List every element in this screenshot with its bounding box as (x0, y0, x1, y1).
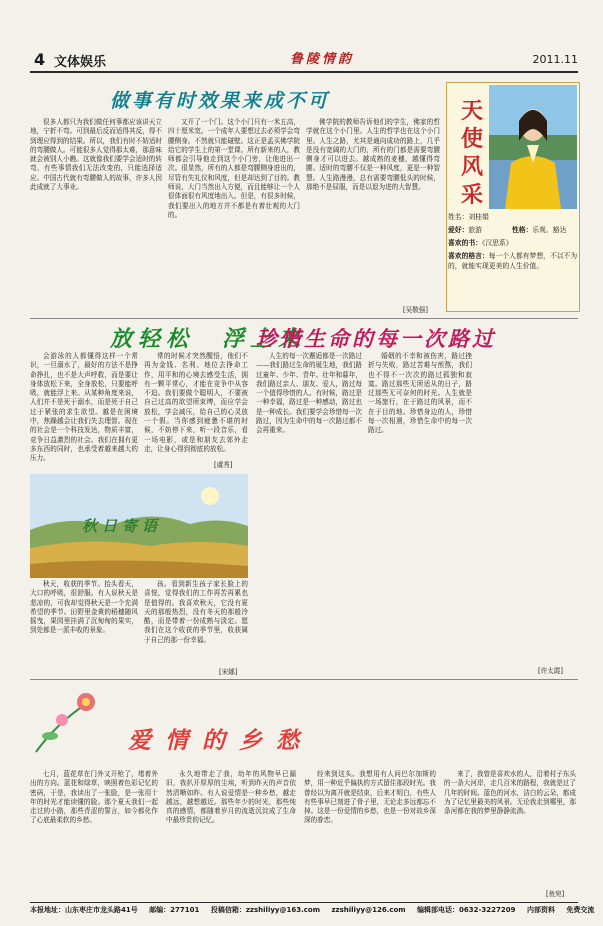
footer-rule (30, 902, 578, 903)
profile-name: 姓名：刘桂娟 (448, 213, 489, 221)
article5-col4: 来了，我曾是喜欢水的人，沿着村子东头的一条大河岸，走几百米的路程，我就是过了几年的时间。蓝色的河水，洁白的云朵，都成为了记忆里最美的风景。无论我走到哪里，那条河都在我的梦里静静流淌。 (444, 770, 576, 816)
section-divider (30, 318, 578, 319)
footer-note-1: 内部资料 (526, 906, 555, 914)
article3-col2: 婚姻的不幸和被伤害，路过挫折与失败，路过苦难与煎熬，我们也不得不一次次的路过孤独和寂寞。路过那些无所适从的日子，路过那些无可奈何的时光。人生就是一场旅行，在于路过的风景，而不在于目的地。珍惜身边的人，珍惜每一次相遇，珍惜生命中的每一次路过。 (368, 352, 472, 435)
profile-book: 《汉思系》 (481, 239, 513, 247)
article4-col1: 秋天，收获的季节。抬头看天，大口的呼吸，很舒服。有人说秋天是悲凉的，可我却觉得秋天是一个充满希望的季节。田野里金黄的稻穗随风摇曳，果园里挂满了沉甸甸的果实，到处都是一派丰收的景象。 (30, 580, 138, 635)
header-rule (30, 71, 578, 73)
flower-decoration (26, 684, 110, 754)
footer-note-2: 免费交流 (566, 906, 595, 914)
article5-col3: 经来到这头。我想用有人问巴尔加斯的梦，用一种近乎偏执的方式留住那段时光。我曾经以为离开就是结束，后来才明白，有些人有些事早已刻进了骨子里，无论走多远都忘不掉。这是一份爱情的乡愁，也是一份对故乡深深的眷恋。 (304, 770, 436, 825)
footer-email-2: zzshiliyy@126.com (331, 906, 406, 914)
article5-title: 爱情的乡愁 (128, 727, 313, 754)
profile-hobby-row (448, 225, 482, 235)
profile-personality-label: 性格： (512, 226, 533, 234)
profile-hobby-label: 爱好： (448, 226, 469, 234)
article1-col1: 很多人都只为我们做任何事都应该讲天立地，宁折不弯。可到最后反而适得其反，得不到理应得到的结果。所以，我们有时不妨适时的弯腰做人。可能很多人觉得那太难，那意味就会被别人小瞧。这就像我们要学会适时的转弯，有些事情我们无法改变的，只能选择适应。中国古代就有弯腰做人的故事，许多人因此成就了大事业。 (30, 118, 162, 192)
section-divider-2 (30, 679, 578, 680)
article3-col1: 人生的每一次邂逅都是一次路过——我们路过生命的诞生地，我们路过童年、少年、青年、壮年和暮年，我们路过亲人、朋友、爱人，路过每一个值得珍惜的人。有时候，路过是一种幸福，路过是一种感动，路过也是一种成长。我们要学会珍惜每一次路过，因为生命中的每一次路过都不会再重来。 (256, 352, 362, 435)
profile-personality-row (512, 225, 566, 235)
profile-personality: 乐观、豁达 (532, 226, 567, 234)
issue-date: 2011.11 (532, 53, 578, 66)
article5-col2: 永久地带走了我，幼年的风物早已漏旧，我扒开厚厚的尘埃，听到昨天的声音依然清晰如昨。有人说爱情是一种乡愁，越走越远，越想越近。那些年少的时光，那些纯真的感情，都随着岁月的流逝沉淀成了生命中最珍贵的记忆。 (166, 770, 296, 825)
article1-author: [吴敬强] (403, 306, 428, 314)
footer-address: 本报地址：山东枣庄市龙头路41号 (30, 906, 138, 914)
article5-col1: 七月，蓝花草在门外又开枪了，堵着外出的方向。蓝花和绿草，映照着色彩记忆的密码，于是，我读出了一张脸，是一张用十年的时光才能读懂的脸。那个夏天我们一起走过的小路，那些青涩的誓言，如今都化作了心底最柔软的乡愁。 (30, 770, 158, 825)
profile-book-label: 喜欢的书： (448, 239, 482, 247)
profile-hobby: 旅游 (468, 226, 482, 234)
article3-author: [许太霞] (538, 667, 563, 675)
footer-email-1: 投稿信箱：zzshiliyy@163.com (210, 906, 321, 914)
article2-col1: 会游泳的人都懂得这样一个常识，一旦溺水了，最好的方法不是挣命挣扎，也不是大声呼救，而是要让身体放松下来，全身放松，只要能呼吸，就能浮上来。从某种角度来说，人们并不是死于溺水，而是死于自己过于紧张的求生欲望。越是在困境中，焦躁越会让我们失去理智。现在的社会是一个科技发达，物质丰富，竞争日益激烈的社会。我们在拥有更多东西的同时，也承受着越来越大的压力。 (30, 352, 138, 463)
section-name: 文体娱乐 (54, 55, 107, 70)
profile-motto: 每一个人都有梦想，不以不为的，就能实现更美的人生价值。 (448, 252, 578, 270)
profile-motto-label: 喜欢的格言： (448, 252, 489, 260)
article1-col2: 又开了一个门。这个小门只有一米五高，四十厘米宽。一个成年人要想过去必须学会弯腰侧身。不然就只能碰壁。这正是孟买佛学院给它的学生上的第一堂课。所有新来的人，教师都会引导他走到这个小门旁，让他进出一次。很显然，所有的人都是弯腰侧身进出的，尽管有失礼仪和风度，但是却达到了目的。教师说，大门当然出入方便，而且能够让一个人很体面很有风度地出入。但是，有很多时候，我们要出入的地方并不都是有着壮观的大门的。 (168, 118, 300, 219)
article2-title: 放轻松 浮上来 (110, 326, 307, 352)
footer-phone: 编辑部电话：0632-3227209 (417, 906, 516, 914)
page-footer (30, 905, 595, 915)
profile-motto-row (448, 251, 578, 271)
article2-col2: 常的时候才突然醒悟，他们不再为金钱、名利、地位去挣命工作，用平和的心境去感受生活，拥有一颗平常心，才能在竞争中从容不迫。我们要做个聪明人，不要被自己过高的欲望所束缚，而应学会放松，学会减压，给自己的心灵放一个假。当你感到疲惫不堪的时候，不妨停下来，听一段音乐，看一场电影，或是和朋友去郊外走走，让身心得到彻底的放松。 (144, 352, 248, 453)
profile-photo (489, 85, 577, 209)
masthead: 鲁陵情韵 (290, 52, 355, 67)
profile-box (446, 82, 580, 312)
article5-author: [鱼宛] (546, 890, 565, 898)
article1-title: 做事有时效果来成不可 (110, 90, 331, 112)
article3-title: 珍惜生命的每一次路过 (256, 326, 496, 351)
profile-book-row (448, 238, 513, 248)
article4-col2: 孩。看到新生孩子家长脸上的喜悦，觉得我们的工作再苦再累也是值得的。我喜欢秋天，它没有夏天的那般热烈，没有冬天的那般冷酷，而是带着一份成熟与淡定。愿我们在这个收获的季节里，收获属于自己的那一份幸福。 (144, 580, 248, 644)
article4-author: [宋娜] (219, 668, 238, 676)
article2-author: [虞秀] (214, 461, 233, 469)
page-number: 4 (34, 50, 46, 69)
article4-title: 秋日寄语 (82, 517, 163, 535)
profile-vertical-title: 天使风采 (460, 98, 483, 208)
article1-col3: 佛学院的教师告诉他们的学生，佛家的哲学就在这个小门里。人生的哲学也在这个小门里。人生之路，尤其是通向成功的路上，几乎是没有宽阔的大门的，所有的门都是需要弯腰侧身才可以进去。越成熟的麦穗，越懂得弯腰。适时的弯腰不仅是一种风度，更是一种智慧。人生路漫漫，总有需要弯腰低头的时候，那绝不是屈服，而是以退为进的大智慧。 (306, 118, 440, 192)
footer-postal: 邮编：277101 (149, 906, 200, 914)
page-header (30, 48, 578, 70)
